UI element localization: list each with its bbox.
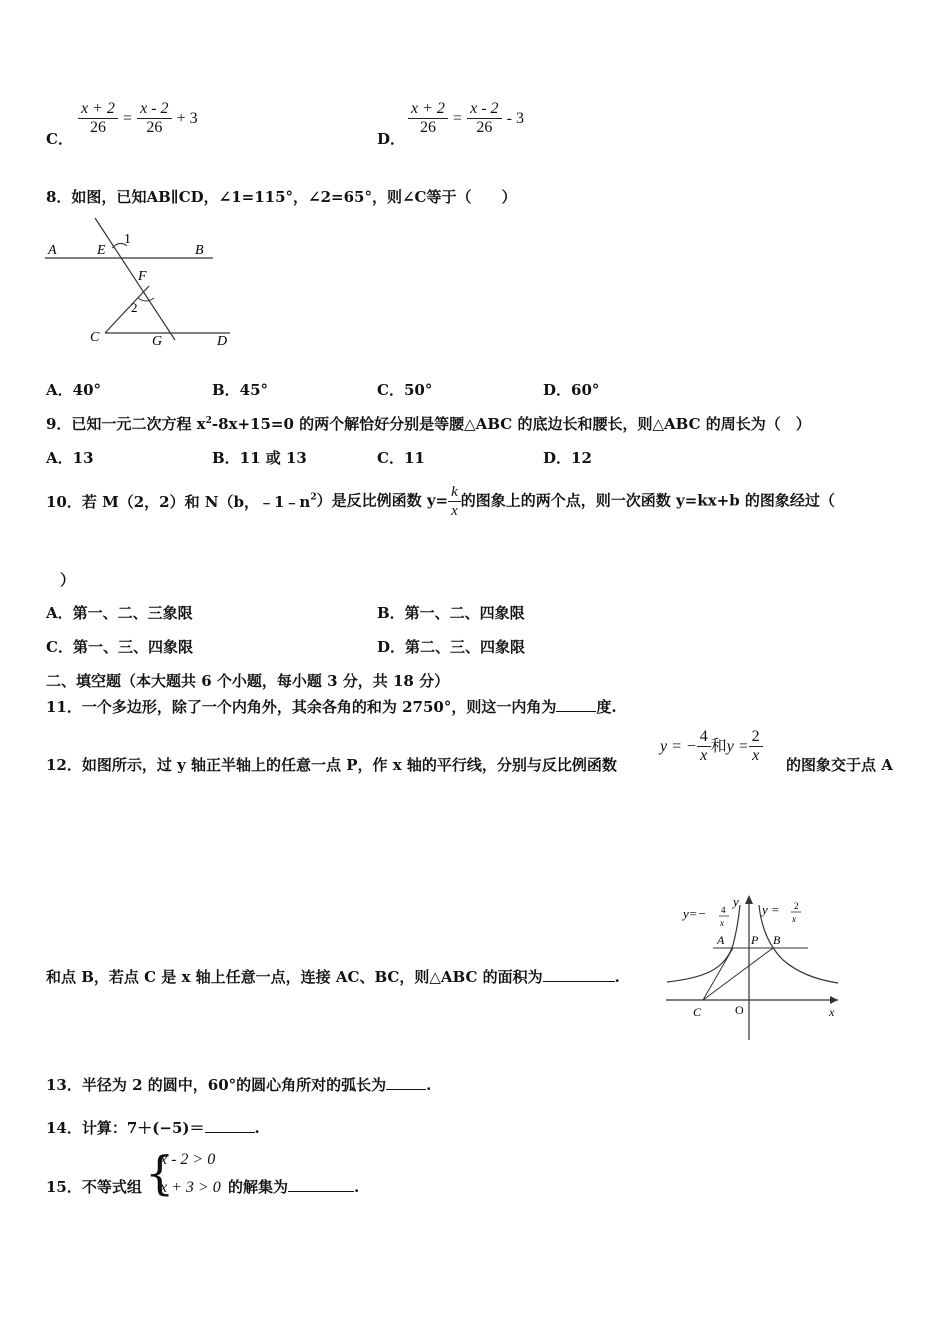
q11-tail: 度. bbox=[596, 698, 617, 716]
q10-text-mid: ）是反比例函数 y= bbox=[316, 491, 449, 510]
segment-ac bbox=[703, 948, 733, 1000]
q10-text-pre: 10．若 M（2，2）和 N（b，﹣1﹣n bbox=[46, 493, 311, 511]
label-angle-2: 2 bbox=[131, 300, 138, 315]
equals-sign: = bbox=[123, 110, 133, 127]
fraction-numerator: 4 bbox=[697, 728, 711, 747]
function-1-prefix: y = − bbox=[660, 738, 697, 755]
q10-option-b: B．第一、二、四象限 bbox=[377, 604, 525, 622]
q11-text bbox=[46, 696, 617, 717]
q12-functions bbox=[660, 728, 763, 765]
q15-label: 15．不等式组 bbox=[46, 1178, 142, 1196]
label-function-1-num: 4 bbox=[721, 905, 726, 915]
q9-text bbox=[46, 413, 811, 434]
q8-option-b: B．45° bbox=[212, 381, 269, 399]
q8-figure-parallel-lines bbox=[40, 212, 240, 352]
angle-2-arc bbox=[138, 298, 154, 301]
and-word: 和 bbox=[710, 738, 727, 755]
label-y: y bbox=[733, 894, 739, 909]
q9-text-pre: 9．已知一元二次方程 x bbox=[46, 415, 206, 433]
fraction-denominator: x bbox=[451, 503, 458, 519]
q13-text-body: 13．半径为 2 的圆中，60°的圆心角所对的弧长为 bbox=[46, 1076, 387, 1094]
equals-sign: = bbox=[453, 110, 463, 127]
label-b: B bbox=[195, 243, 204, 258]
function-2-prefix: y = bbox=[726, 738, 749, 755]
fraction-numerator: 2 bbox=[749, 728, 763, 747]
label-b: B bbox=[773, 933, 781, 947]
fraction-numerator: x + 2 bbox=[78, 100, 118, 119]
fraction-numerator: x + 2 bbox=[408, 100, 448, 119]
q12-figure-hyperbolas bbox=[663, 890, 843, 1045]
q14-text bbox=[46, 1117, 260, 1138]
q9-option-c: C．11 bbox=[377, 449, 425, 467]
fraction-numerator: x - 2 bbox=[467, 100, 501, 119]
fraction-denominator: 26 bbox=[146, 119, 163, 136]
q15-answer-blank[interactable] bbox=[288, 1177, 354, 1192]
q15-line2: x + 3 > 0 bbox=[160, 1179, 221, 1196]
q12-line2 bbox=[46, 966, 620, 987]
fraction-numerator: k bbox=[448, 483, 461, 502]
fraction-denominator: 26 bbox=[476, 119, 493, 136]
label-o: O bbox=[735, 1003, 744, 1017]
q10-option-c: C．第一、三、四象限 bbox=[46, 638, 193, 656]
label-function-1-den: x bbox=[720, 918, 724, 928]
q11-text-body: 11．一个多边形，除了一个内角外，其余各角的和为 2750°，则这一内角为 bbox=[46, 698, 557, 716]
label-a: A bbox=[48, 243, 57, 258]
label-function-1: y=− bbox=[683, 906, 707, 921]
fraction-denominator: x bbox=[700, 747, 708, 764]
q9-superscript: 2 bbox=[205, 416, 212, 426]
q7-option-c-label: C． bbox=[46, 130, 73, 148]
q10-option-a: A．第一、二、三象限 bbox=[46, 604, 193, 622]
q13-tail: . bbox=[426, 1076, 432, 1094]
label-function-2: y = bbox=[762, 902, 780, 917]
label-p: P bbox=[751, 933, 759, 947]
q7-option-d-equation bbox=[408, 100, 524, 137]
q14-tail: . bbox=[254, 1119, 260, 1137]
y-axis-arrow bbox=[745, 895, 753, 904]
q10-option-d: D．第二、三、四象限 bbox=[377, 638, 526, 656]
q10-text-post: 的图象上的两个点，则一次函数 y=kx+b 的图象经过（ bbox=[460, 491, 835, 510]
q15-line1: x - 2 > 0 bbox=[160, 1151, 216, 1168]
label-x: x bbox=[829, 1005, 835, 1019]
q15-tail: . bbox=[354, 1178, 360, 1196]
label-angle-1: 1 bbox=[124, 232, 131, 247]
q12-tail: . bbox=[614, 968, 620, 986]
label-d: D bbox=[217, 334, 228, 349]
q10-close-paren: ） bbox=[60, 571, 76, 589]
q8-option-a: A．40° bbox=[46, 381, 102, 399]
q8-option-d: D．60° bbox=[543, 381, 600, 399]
section-2-heading: 二、填空题（本大题共 6 个小题，每小题 3 分，共 18 分） bbox=[46, 672, 450, 690]
label-c: C bbox=[693, 1005, 702, 1019]
q10-text bbox=[46, 483, 835, 520]
q8-text: 8．如图，已知AB∥CD，∠1=115°，∠2=65°，则∠C等于（ ） bbox=[46, 188, 517, 206]
label-f: F bbox=[138, 269, 147, 284]
equation-tail: - 3 bbox=[506, 110, 524, 127]
segment-cf bbox=[105, 286, 149, 333]
fraction-denominator: x bbox=[752, 747, 760, 764]
label-g: G bbox=[152, 334, 163, 349]
q15-system-brace: { bbox=[145, 1146, 175, 1200]
q9-option-d: D．12 bbox=[543, 449, 592, 467]
label-c: C bbox=[90, 330, 100, 345]
q14-answer-blank[interactable] bbox=[205, 1118, 255, 1133]
q12-text-post: 的图象交于点 A bbox=[786, 756, 893, 774]
equation-tail: + 3 bbox=[176, 110, 198, 127]
q14-text-body: 14．计算：7＋(−5)＝ bbox=[46, 1119, 205, 1137]
segment-bc bbox=[703, 948, 773, 1000]
label-function-2-num: 2 bbox=[794, 901, 799, 911]
q12-line2-body: 和点 B，若点 C 是 x 轴上任意一点，连接 AC、BC，则△ABC 的面积为 bbox=[46, 968, 543, 986]
q9-option-b: B．11 或 13 bbox=[212, 449, 307, 467]
q7-option-c-equation bbox=[78, 100, 198, 137]
q11-answer-blank[interactable] bbox=[556, 697, 596, 712]
label-a: A bbox=[717, 933, 725, 947]
q12-answer-blank[interactable] bbox=[543, 967, 615, 982]
q8-option-c: C．50° bbox=[377, 381, 433, 399]
transversal-eg bbox=[95, 218, 175, 340]
label-e: E bbox=[97, 243, 106, 258]
fraction-numerator: x - 2 bbox=[137, 100, 171, 119]
label-function-2-den: x bbox=[792, 914, 796, 924]
q15-text-post bbox=[228, 1176, 359, 1197]
q13-answer-blank[interactable] bbox=[386, 1075, 426, 1090]
x-axis-arrow bbox=[830, 996, 838, 1004]
q13-text bbox=[46, 1074, 431, 1095]
q9-text-post: -8x+15=0 的两个解恰好分别是等腰△ABC 的底边长和腰长，则△ABC 的周长为（ ） bbox=[211, 415, 811, 433]
q12-text-pre: 12．如图所示，过 y 轴正半轴上的任意一点 P，作 x 轴的平行线，分别与反比例函数 bbox=[46, 756, 617, 774]
fraction-denominator: 26 bbox=[89, 119, 106, 136]
q7-option-d-label: D． bbox=[377, 130, 406, 148]
q10-superscript: 2 bbox=[310, 492, 317, 503]
q9-option-a: A．13 bbox=[46, 449, 94, 467]
q15-text-post-body: 的解集为 bbox=[228, 1178, 289, 1196]
fraction-denominator: 26 bbox=[419, 119, 436, 136]
